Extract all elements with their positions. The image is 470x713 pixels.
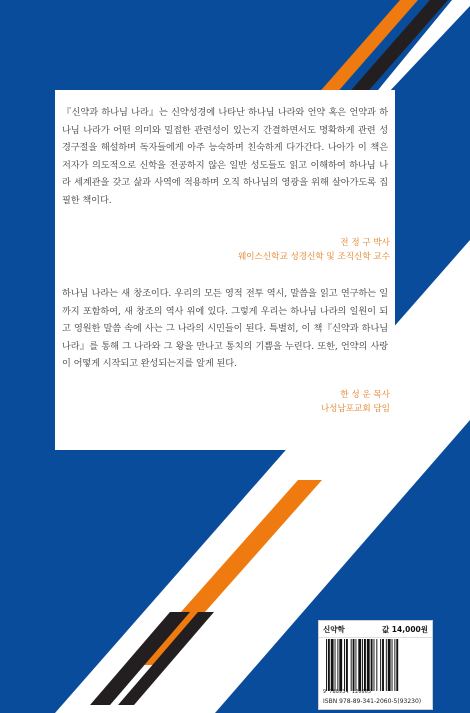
barcode-header (319, 621, 432, 638)
price-label: 값 14,000원 (381, 625, 428, 634)
endorsement-name-2: 한 성 운 목사 (340, 390, 390, 400)
barcode-bars (326, 639, 425, 691)
endorsement-name-1: 전 정 구 박사 (340, 238, 390, 248)
endorsement-role-2: 나성남포교회 담임 (320, 404, 390, 414)
barcode-box (318, 620, 433, 710)
category-label: 신약학 (323, 625, 345, 634)
isbn-label: ISBN 978-89-341-2060-5(93230) (323, 698, 422, 705)
endorsement-signature-2 (321, 388, 390, 416)
endorsement-text-2: 하나님 나라는 새 창조이다. 우리의 모든 영적 전투 역시, 말씀을 읽고 연구하는 일까지 포함하여, 새 창조의 역사 위에 있다. 그렇게 우리는 하나님 나라의 일원이 되고 영원한 말씀 속에 사는 그 나라의 시민들이 된다. 특별히, 이 책『신약과 하나님 나라』를 통해 그 나라와 그 왕을 만나고 통치의 기쁨을 누린다. 또한, 언약의 사랑이 어떻게 시작되고 완성되는지를 알게 된다. (62, 288, 388, 369)
endorsement-text-1: 『신약과 하나님 나라』는 신약성경에 나타난 하나님 나라와 언약 혹은 언약과 하나님 나라가 어떤 의미와 밀접한 관련성이 있는지 간결하면서도 명확하게 관련 성경구절을 해설하며 독자들에게 아주 능숙하며 친숙하게 다가간다. 나아가 이 책은 저자가 의도적으로 신학을 전공하지 않은 일반 성도들도 읽고 이해하여 하나님 나라 세계관을 갖고 삶과 사역에 적용하며 오직 하나님의 영광을 위해 살아가도록 집필한 책이다. (62, 107, 388, 206)
endorsement-role-1: 웨이스신학교 성경신학 및 조직신학 교수 (237, 252, 390, 262)
barcode-digits: 9 788934 120665 (323, 689, 372, 695)
endorsement-signature-1 (238, 236, 390, 264)
